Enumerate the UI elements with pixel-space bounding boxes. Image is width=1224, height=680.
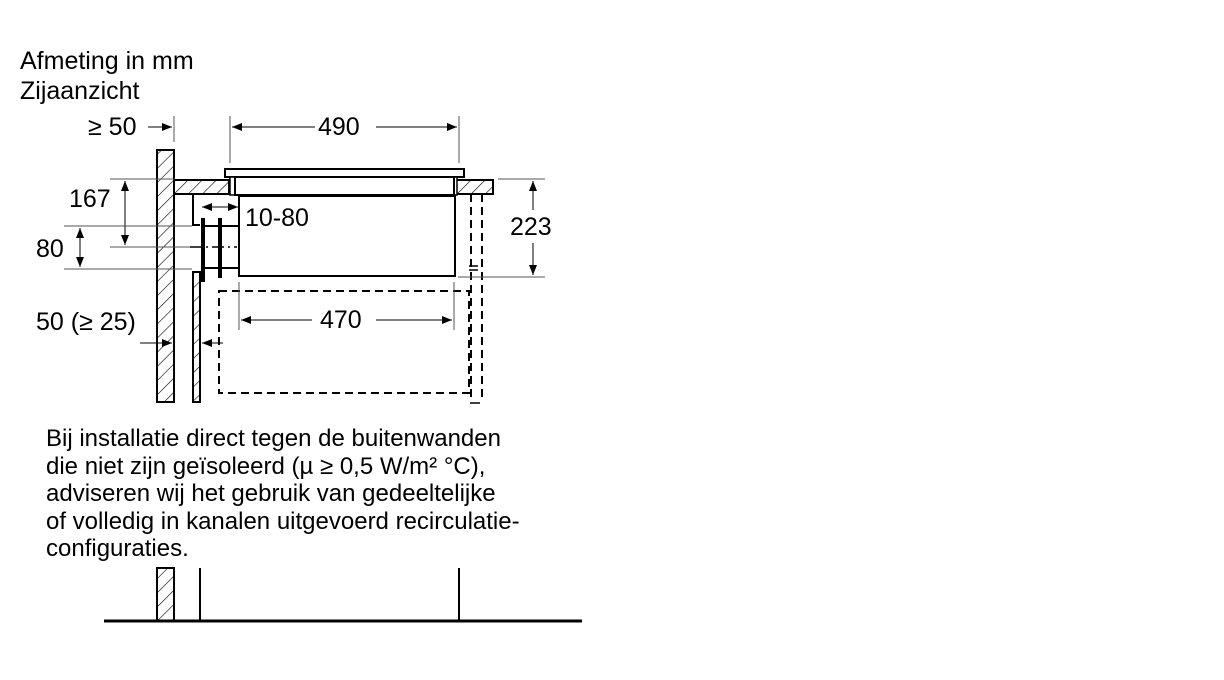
note-line: of volledig in kanalen uitgevoerd recirculatie- [46,507,520,535]
note-line: configuraties. [46,535,189,562]
dim-hob-width: 490 [318,113,360,141]
installation-note [46,425,606,563]
dim-wall-clearance: ≥ 50 [88,113,137,141]
drawing-subtitle: Zijaanzicht [20,77,140,105]
dim-wall-gap: 50 (≥ 25) [36,308,136,336]
dim-167: 167 [69,185,111,213]
note-line: Bij installatie direct tegen de buitenwanden [46,425,501,452]
drawing-title: Afmeting in mm [20,47,194,75]
hob-top [225,169,464,195]
dim-adjust-range: 10-80 [245,204,309,232]
floor-section [104,568,582,621]
dim-box-width: 470 [320,306,362,334]
dim-duct-height: 80 [36,235,64,263]
dim-total-height: 223 [510,213,552,241]
cabinet-panel [193,194,200,402]
outer-wall [157,150,174,402]
note-line: adviseren wij het gebruik van gedeeltelijke [46,480,496,507]
note-line: die niet zijn geïsoleerd (µ ≥ 0,5 W/m² °C), [46,452,486,480]
